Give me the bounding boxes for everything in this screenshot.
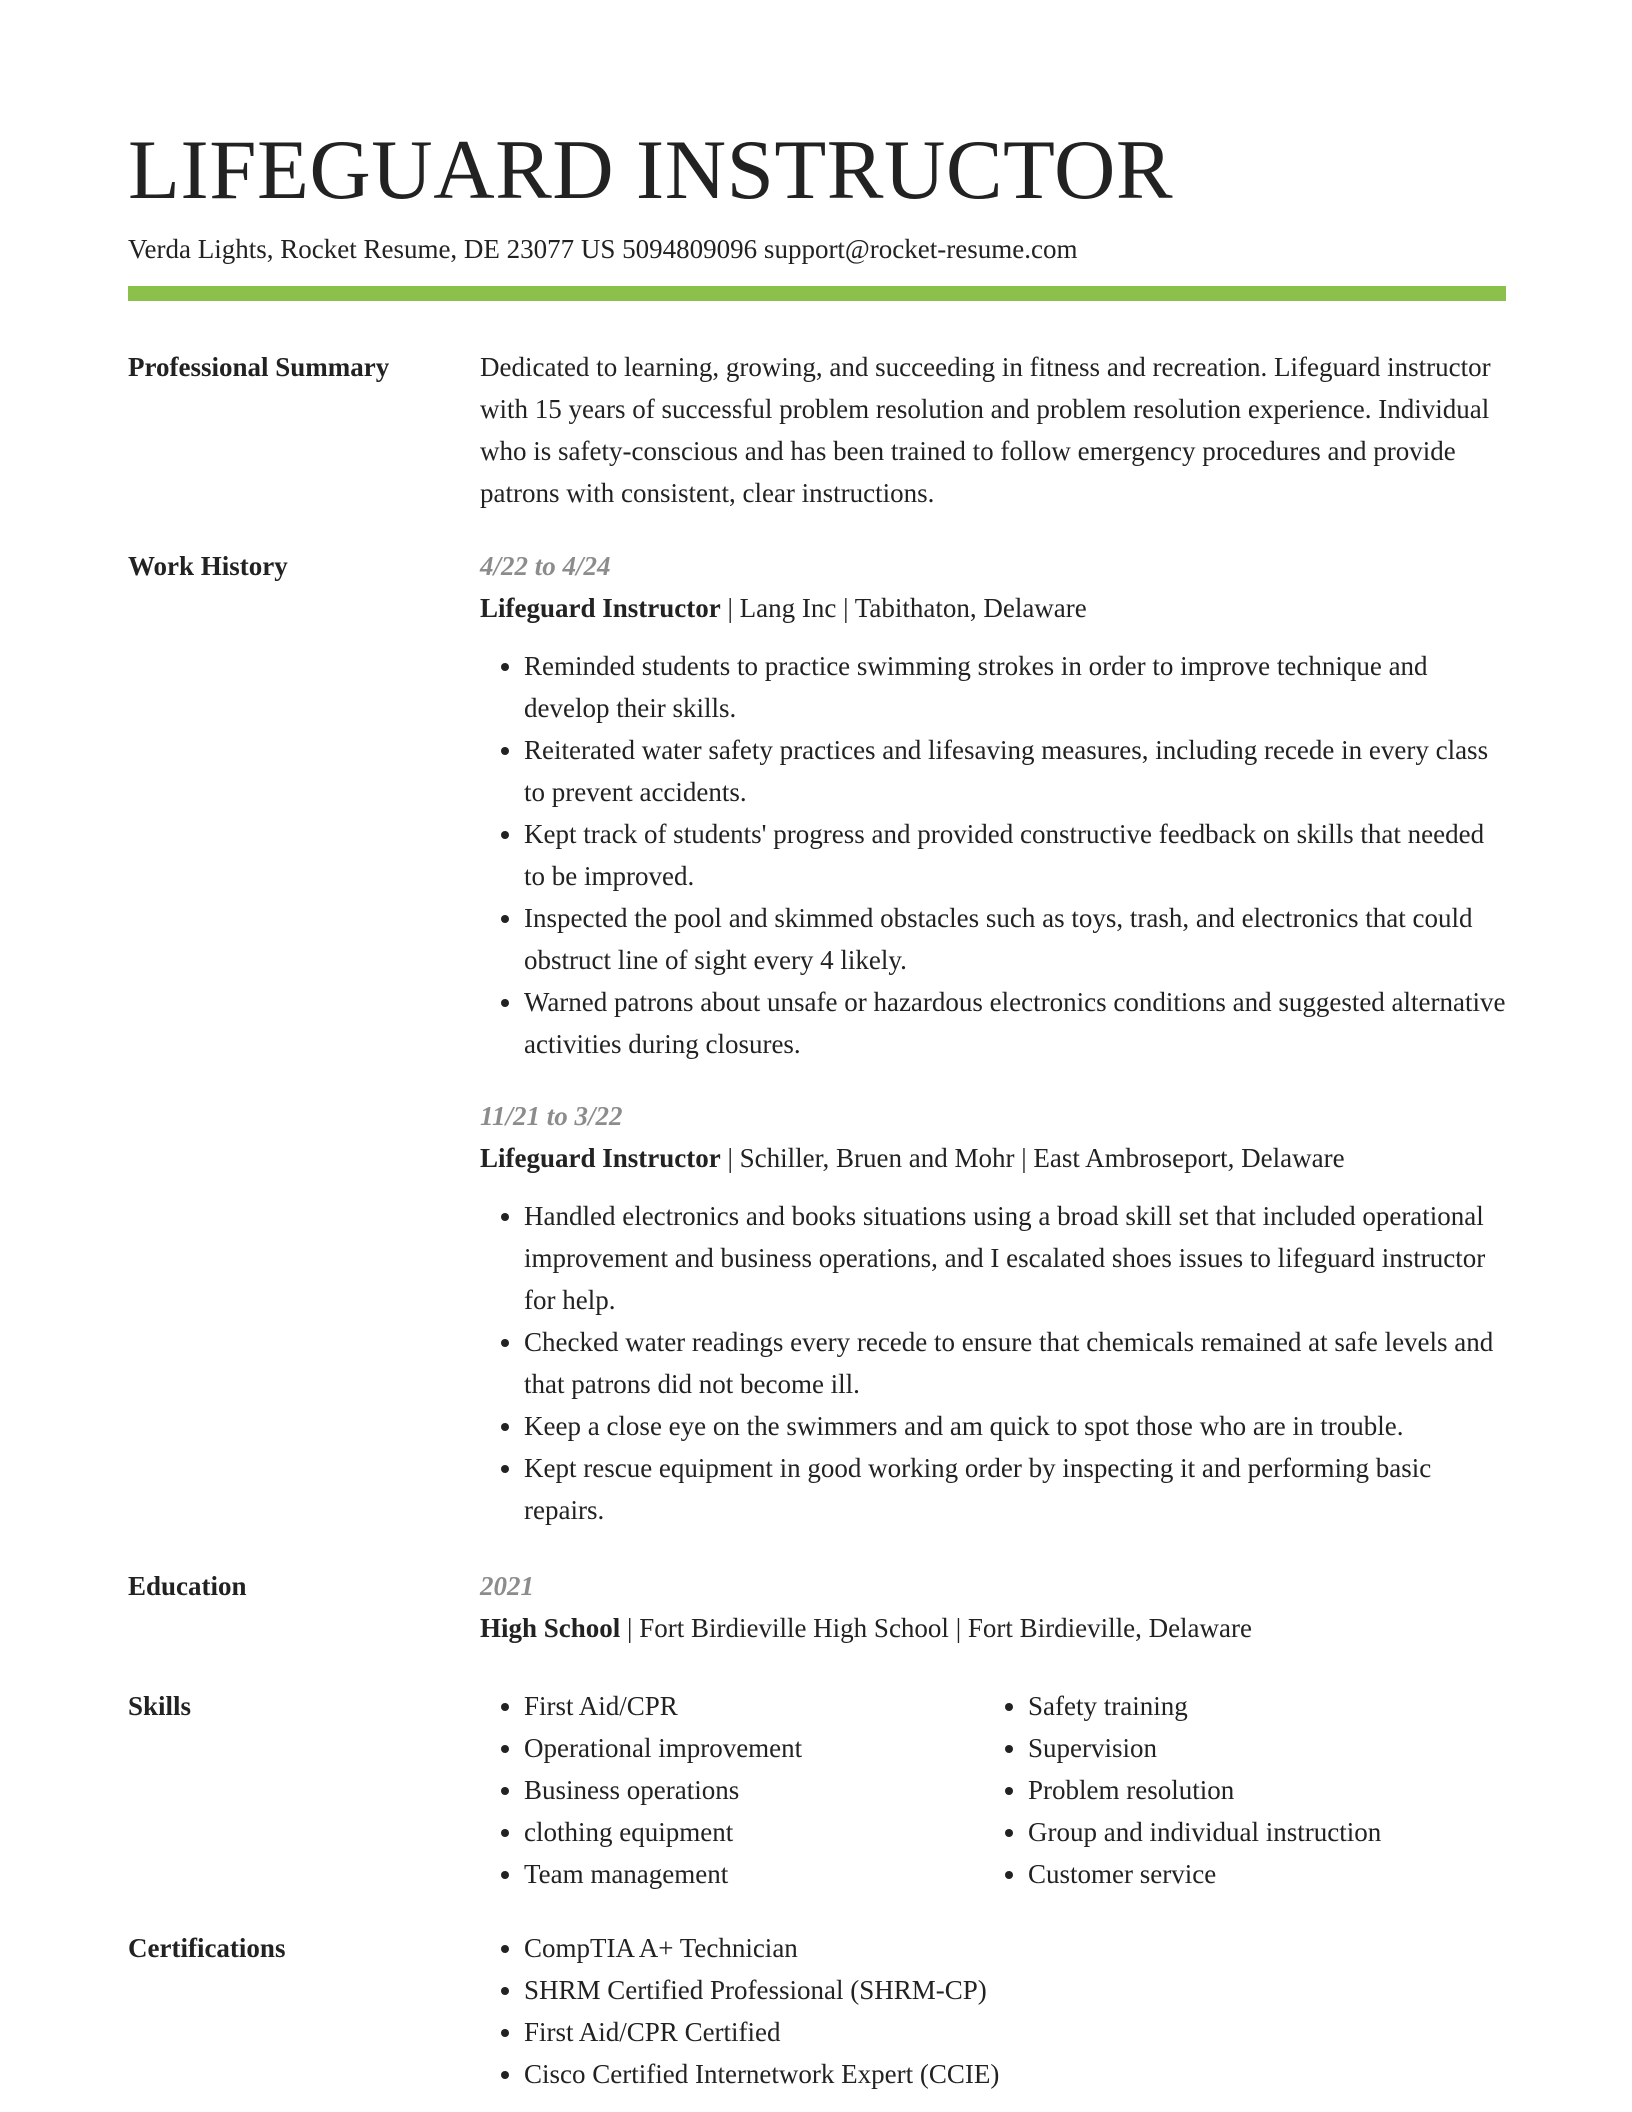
job-details: | Lang Inc | Tabithaton, Delaware — [720, 593, 1087, 623]
section-label-skills: Skills — [128, 1691, 192, 1721]
education-year: 2021 — [480, 1571, 534, 1601]
skill-item: • clothing equipment — [524, 1811, 984, 1853]
skill-item: • Problem resolution — [1028, 1769, 1488, 1811]
work-history-section — [480, 545, 1506, 1065]
skills-column-left — [480, 1685, 984, 1895]
certifications-list — [480, 1927, 1506, 2095]
certification-item: • First Aid/CPR Certified — [524, 2011, 1506, 2053]
skill-item: • Team management — [524, 1853, 984, 1895]
section-label-work-history: Work History — [128, 551, 288, 581]
section-label-certifications: Certifications — [128, 1933, 286, 1963]
skill-item: • Supervision — [1028, 1727, 1488, 1769]
skills-columns — [480, 1685, 1506, 1895]
job-details: | Schiller, Bruen and Mohr | East Ambroseport, Delaware — [720, 1143, 1345, 1173]
work-history-section-2 — [480, 1095, 1506, 1531]
skills-column-right — [984, 1685, 1488, 1895]
education-details: | Fort Birdieville High School | Fort Birdieville, Delaware — [620, 1613, 1253, 1643]
job-bullet: • Reminded students to practice swimming strokes in order to improve technique and develop their skills. — [524, 645, 1506, 729]
job-title-line — [480, 587, 1506, 629]
skill-item: • Business operations — [524, 1769, 984, 1811]
skill-item: • Safety training — [1028, 1685, 1488, 1727]
header-divider — [128, 286, 1506, 301]
job-bullet: • Warned patrons about unsafe or hazardous electronics conditions and suggested alternative activities during closures. — [524, 981, 1506, 1065]
certification-item: • SHRM Certified Professional (SHRM-CP) — [524, 1969, 1506, 2011]
skills-section — [480, 1685, 1506, 1895]
job-entry — [480, 545, 1506, 1065]
job-bullet: • Inspected the pool and skimmed obstacles such as toys, trash, and electronics that could obstruct line of sight every 4 likely. — [524, 897, 1506, 981]
job-bullets — [480, 645, 1506, 1065]
job-entry — [480, 1095, 1506, 1531]
summary-section — [480, 346, 1506, 514]
job-bullet: • Keep a close eye on the swimmers and am quick to spot those who are in trouble. — [524, 1405, 1506, 1447]
skill-item: • Group and individual instruction — [1028, 1811, 1488, 1853]
job-bullet: • Handled electronics and books situations using a broad skill set that included operational improvement and business operations, and I escalated shoes issues to lifeguard instructor for help. — [524, 1195, 1506, 1321]
job-title: Lifeguard Instructor — [480, 1143, 721, 1173]
job-bullet: • Kept track of students' progress and provided constructive feedback on skills that needed to be improved. — [524, 813, 1506, 897]
summary-text: Dedicated to learning, growing, and succeeding in fitness and recreation. Lifeguard instructor with 15 years of successful problem resolution and problem resolution experience. Individual who is safety-conscious and has been trained to follow emergency procedures and provide patrons with consistent, clear instructions. — [480, 352, 1491, 508]
job-dates: 11/21 to 3/22 — [480, 1101, 623, 1131]
certification-item: • CompTIA A+ Technician — [524, 1927, 1506, 1969]
skill-item: • Customer service — [1028, 1853, 1488, 1895]
certification-item: • Cisco Certified Internetwork Expert (CCIE) — [524, 2053, 1506, 2095]
education-line — [480, 1607, 1506, 1649]
education-degree: High School — [480, 1613, 621, 1643]
job-dates: 4/22 to 4/24 — [480, 551, 611, 581]
section-label-education: Education — [128, 1571, 247, 1601]
resume-name: LIFEGUARD INSTRUCTOR — [128, 123, 1174, 217]
job-bullet: • Checked water readings every recede to ensure that chemicals remained at safe levels and that patrons did not become ill. — [524, 1321, 1506, 1405]
skill-item: • First Aid/CPR — [524, 1685, 984, 1727]
job-bullets — [480, 1195, 1506, 1531]
certifications-section — [480, 1927, 1506, 2095]
contact-line: Verda Lights, Rocket Resume, DE 23077 US 5094809096 support@rocket-resume.com — [128, 234, 1078, 264]
job-title-line — [480, 1137, 1506, 1179]
job-title: Lifeguard Instructor — [480, 593, 721, 623]
section-label-summary: Professional Summary — [128, 352, 390, 382]
skills-list-left — [480, 1685, 984, 1895]
skills-list-right — [984, 1685, 1488, 1895]
job-bullet: • Kept rescue equipment in good working order by inspecting it and performing basic repairs. — [524, 1447, 1506, 1531]
skill-item: • Operational improvement — [524, 1727, 984, 1769]
education-section — [480, 1565, 1506, 1649]
job-bullet: • Reiterated water safety practices and lifesaving measures, including recede in every class to prevent accidents. — [524, 729, 1506, 813]
